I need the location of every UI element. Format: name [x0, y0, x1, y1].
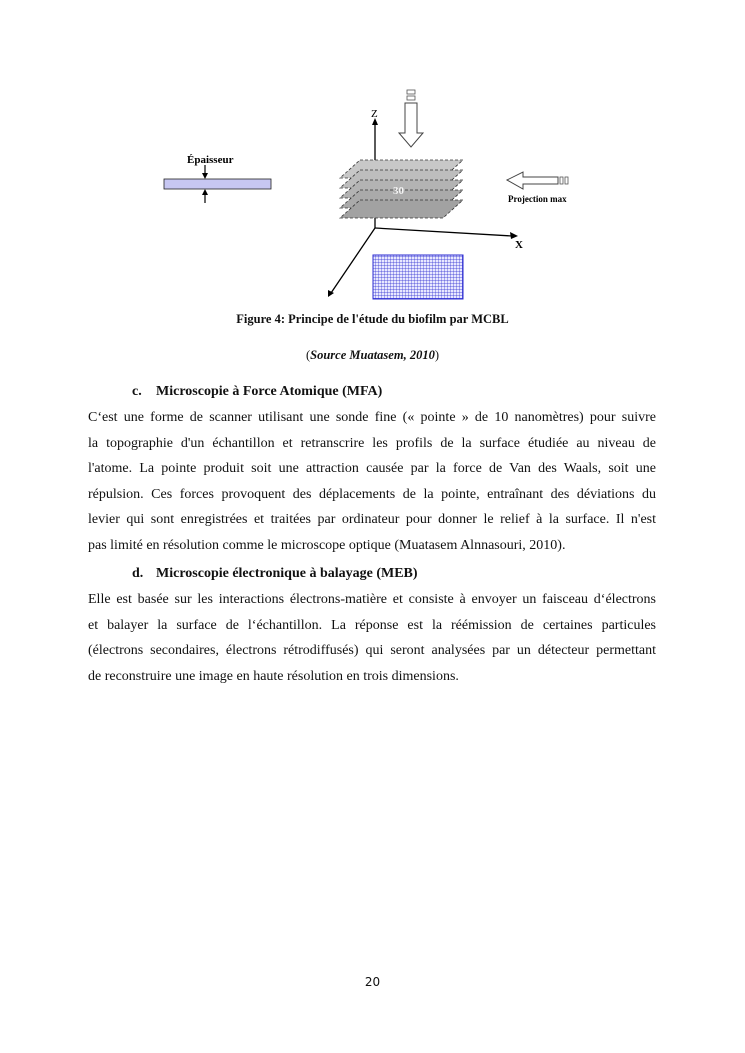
section-title: Microscopie électronique à balayage (MEB): [156, 566, 418, 581]
page-number: 20: [364, 975, 381, 989]
projection-arrow: [507, 172, 568, 204]
paragraph-line: la topographie d'un échantillon et retranscrire les profils de la surface étudiée au niveau de: [88, 435, 656, 451]
paragraph-line: répulsion. Ces forces provoquent des déplacements de la pointe, entraînant des déviations du: [88, 486, 656, 502]
paragraph-mfa: [88, 405, 656, 559]
section-title: Microscopie à Force Atomique (MFA): [156, 384, 383, 399]
source-open-paren: (: [305, 348, 311, 362]
label-projection: Projection max: [508, 194, 567, 204]
paragraph-line: et balayer la surface de l‘échantillon. La réponse est la réémission de certaines particules: [88, 617, 656, 633]
figure-source: [0, 348, 745, 363]
paragraph-meb: [88, 587, 656, 689]
paragraph-line: pas limité en résolution comme le microscope optique (Muatasem Alnnasouri, 2010).: [88, 537, 566, 553]
paragraph-line: C‘est une forme de scanner utilisant une sonde fine (« pointe » de 10 nanomètres) pour suivre: [88, 410, 656, 425]
label-stack-number: 30: [393, 185, 404, 197]
thickness-illustration: [164, 154, 271, 203]
section-heading-meb: [132, 566, 418, 582]
figure-caption: Figure 4: Principe de l'étude du biofilm par MCBL: [236, 312, 509, 326]
label-z: Z: [371, 108, 378, 120]
source-close-paren: ): [434, 348, 439, 362]
paragraph-line: Elle est basée sur les interactions électrons-matière et consiste à envoyer un faisceau d‘électrons: [88, 592, 656, 607]
projection-image-grid: [373, 255, 463, 299]
y-axis: [331, 228, 375, 293]
section-marker: c.: [132, 384, 142, 399]
mcbl-principle-figure: [150, 85, 600, 300]
label-thickness: Épaisseur: [187, 154, 234, 166]
section-marker: d.: [132, 566, 144, 581]
image-stack: [340, 160, 463, 218]
paragraph-line: (électrons secondaires, électrons rétrodiffusés) qui seront analysées par un détecteur permettant: [88, 643, 656, 659]
incident-beam-arrow: [399, 90, 423, 147]
section-heading-mfa: [132, 384, 382, 400]
paragraph-line: de reconstruire une image en haute résolution en trois dimensions.: [88, 668, 459, 684]
source-text: Source Muatasem, 2010: [310, 348, 435, 362]
label-x: X: [515, 239, 523, 251]
x-axis: [375, 228, 512, 236]
paragraph-line: levier qui sont enregistrées et traitées par ordinateur pour donner le relief à la surface. Il n'est: [88, 512, 656, 528]
paragraph-line: l'atome. La pointe produit soit une attraction causée par la force de Van des Waals, soit une: [88, 461, 656, 477]
thickness-slab: [164, 179, 271, 189]
